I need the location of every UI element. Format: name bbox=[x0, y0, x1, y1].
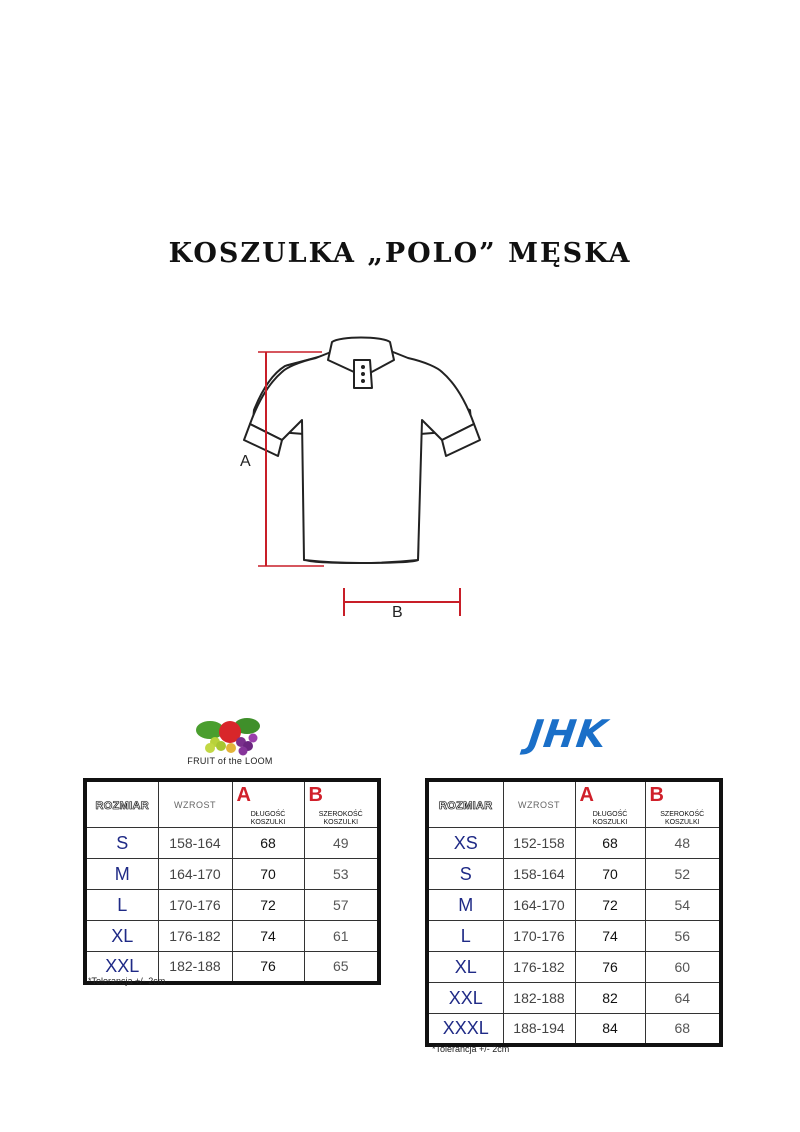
jhk-size-table bbox=[425, 778, 723, 1047]
length-cell: 70 bbox=[232, 859, 304, 890]
size-cell: XL bbox=[85, 921, 158, 952]
size-cell: M bbox=[427, 890, 503, 921]
table-row bbox=[427, 828, 721, 859]
polo-shirt-outline-icon bbox=[230, 330, 490, 630]
size-cell: S bbox=[85, 828, 158, 859]
header-size: ROZMIAR bbox=[85, 780, 158, 828]
length-cell: 76 bbox=[232, 952, 304, 983]
header-size: ROZMIAR bbox=[427, 780, 503, 828]
table-header-row bbox=[85, 780, 379, 828]
fruit-size-table bbox=[83, 778, 381, 985]
table-row bbox=[427, 859, 721, 890]
size-cell: L bbox=[427, 921, 503, 952]
header-b: B SZEROKOŚĆ KOSZULKI bbox=[645, 780, 721, 828]
page-title: KOSZULKA „POLO” MĘSKA bbox=[168, 238, 632, 269]
size-cell: XS bbox=[427, 828, 503, 859]
height-cell: 152-158 bbox=[503, 828, 575, 859]
fruit-cluster-icon bbox=[185, 708, 275, 758]
fruit-tolerance-note: *Tolerancja +/- 2cm bbox=[88, 976, 166, 986]
width-cell: 52 bbox=[645, 859, 721, 890]
size-cell: XXL bbox=[427, 983, 503, 1014]
size-cell: XXXL bbox=[427, 1014, 503, 1045]
length-cell: 76 bbox=[575, 952, 645, 983]
length-cell: 68 bbox=[575, 828, 645, 859]
length-cell: 82 bbox=[575, 983, 645, 1014]
dimension-label-b: B bbox=[392, 604, 403, 621]
height-cell: 182-188 bbox=[503, 983, 575, 1014]
length-cell: 74 bbox=[575, 921, 645, 952]
table-row bbox=[85, 890, 379, 921]
width-cell: 57 bbox=[304, 890, 379, 921]
table-row bbox=[427, 1014, 721, 1045]
height-cell: 158-164 bbox=[503, 859, 575, 890]
size-cell: L bbox=[85, 890, 158, 921]
header-a: A DŁUGOŚĆ KOSZULKI bbox=[232, 780, 304, 828]
length-cell: 74 bbox=[232, 921, 304, 952]
width-cell: 60 bbox=[645, 952, 721, 983]
size-cell: XL bbox=[427, 952, 503, 983]
polo-shirt-diagram bbox=[230, 330, 490, 630]
table-row bbox=[85, 859, 379, 890]
table-row bbox=[427, 983, 721, 1014]
width-cell: 48 bbox=[645, 828, 721, 859]
width-cell: 64 bbox=[645, 983, 721, 1014]
table-row bbox=[85, 921, 379, 952]
header-a: A DŁUGOŚĆ KOSZULKI bbox=[575, 780, 645, 828]
height-cell: 164-170 bbox=[503, 890, 575, 921]
header-height: WZROST bbox=[503, 780, 575, 828]
height-cell: 182-188 bbox=[158, 952, 232, 983]
size-cell: S bbox=[427, 859, 503, 890]
size-cell: M bbox=[85, 859, 158, 890]
width-cell: 54 bbox=[645, 890, 721, 921]
fruit-brand-text: FRUIT of the LOOM bbox=[187, 756, 273, 766]
fruit-of-the-loom-logo bbox=[185, 708, 275, 770]
jhk-logo: JHK bbox=[525, 712, 611, 756]
width-cell: 49 bbox=[304, 828, 379, 859]
height-cell: 170-176 bbox=[503, 921, 575, 952]
table-row bbox=[427, 890, 721, 921]
height-cell: 176-182 bbox=[158, 921, 232, 952]
table-row bbox=[85, 828, 379, 859]
length-cell: 70 bbox=[575, 859, 645, 890]
jhk-tolerance-note: *Tolerancja +/- 2cm bbox=[432, 1044, 510, 1054]
table-row bbox=[427, 921, 721, 952]
size-cell: XXL bbox=[85, 952, 158, 983]
height-cell: 176-182 bbox=[503, 952, 575, 983]
width-cell: 53 bbox=[304, 859, 379, 890]
header-b: B SZEROKOŚĆ KOSZULKI bbox=[304, 780, 379, 828]
width-cell: 68 bbox=[645, 1014, 721, 1045]
height-cell: 164-170 bbox=[158, 859, 232, 890]
height-cell: 158-164 bbox=[158, 828, 232, 859]
length-cell: 68 bbox=[232, 828, 304, 859]
height-cell: 188-194 bbox=[503, 1014, 575, 1045]
width-cell: 65 bbox=[304, 952, 379, 983]
length-cell: 84 bbox=[575, 1014, 645, 1045]
header-height: WZROST bbox=[158, 780, 232, 828]
width-cell: 61 bbox=[304, 921, 379, 952]
height-cell: 170-176 bbox=[158, 890, 232, 921]
length-cell: 72 bbox=[575, 890, 645, 921]
table-header-row bbox=[427, 780, 721, 828]
length-cell: 72 bbox=[232, 890, 304, 921]
dimension-label-a: A bbox=[240, 453, 251, 470]
table-row bbox=[427, 952, 721, 983]
width-cell: 56 bbox=[645, 921, 721, 952]
